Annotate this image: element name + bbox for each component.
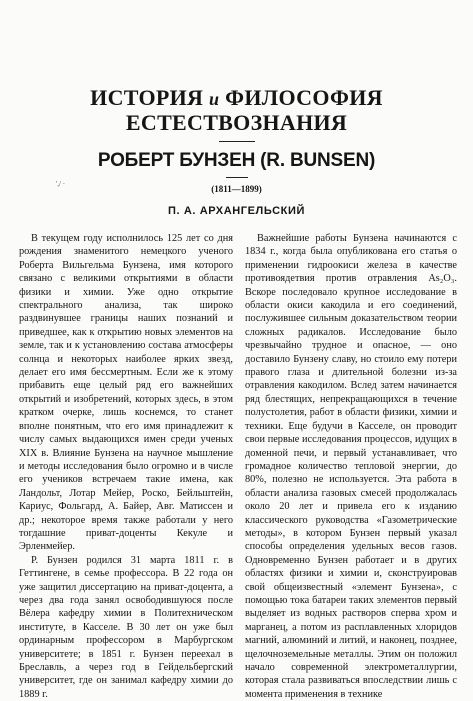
- title-divider: [226, 177, 248, 178]
- left-text-column: [19, 232, 233, 701]
- life-years: (1811—1899): [211, 184, 262, 194]
- article-title: РОБЕРТ БУНЗЕН (R. BUNSEN): [97, 150, 376, 171]
- article-author: П. А. АРХАНГЕЛЬСКИЙ: [168, 205, 305, 217]
- left-paragraph-1: В текущем году исполнилось 125 лет со дня рождения знаменитого немецкого ученого Роберта Вильгельма Бунзена, имя которого связано с великими открытиями в области физики и химии. Уже одно открытие спектрального анализа, так широко раздвинувшее границы наших познаний и приведшее, как к открытию новых элементов на земле, так и к установлению состава атмосферы солнца и некоторых наиболее ярких звезд, делает его имя бессмертным. Если же к этому прибавить еще целый ряд его важнейших открытий и изобретений, которых здесь, в этом кратком очерке, лишь коснемся, то станет вполне понятным, что его имя принадлежит к числу самых выдающихся имен среди ученых XIX в. Влияние Бунзена на научное мышление и методы исследования было огромно и в числе его учеников встречаем такие имена, как Ландольт, Лотар Мейер, Роско, Бейльштейн, Кариус, Фольгард, А. Байер, Авг. Матиссен и др.; некоторое время также работали у него тогдашние приват-доценты Кекуле и Эрленмейер.: [19, 233, 233, 553]
- right-text-column: [245, 232, 457, 701]
- left-paragraph-2: Р. Бунзен родился 31 марта 1811 г. в Геттингене, в семье профессора. В 22 года он уже защитил диссертацию на приват-доцента, а через два года занял освободившуюся после Вёлера кафедру химии в Политехническом институте, в Касселе. В 30 лет он уже был ординарным профессором в Марбургском университете; в 1851 г. Бунзен переехал в Бреславль, а через год в Гейдельбергский университет, где он занимал кафедру химии до 1889 г.: [19, 554, 233, 700]
- margin-mark: ',/ ·: [56, 180, 66, 188]
- heading-divider: [219, 141, 255, 142]
- section-heading-word-science: ЕСТЕСТВОЗНАНИЯ: [125, 110, 348, 135]
- section-heading-word-history: ИСТОРИЯ: [90, 85, 204, 110]
- section-heading-word-philosophy: ФИЛОСОФИЯ: [225, 85, 383, 110]
- section-heading: [0, 86, 473, 135]
- right-paragraph-1: Важнейшие работы Бунзена начинаются с 1834 г., когда была опубликована его статья о применении гидроокиси железа в качестве противоядетвия против отравления As₂O₃. Вскоре последовало крупное исследование в области окиси какодила и его соединений, послужившее сильным доказательством теории сложных радикалов. Исследование было чрезвычайно трудное и опасное, — оно доставило Бунзену славу, но стоило ему потери правого глаза и длительной болезни из-за отравления какодилом. Вслед затем начинается ряд блестящих, непрекращающихся в течение полустолетия, работ в области физики, химии и техники. Еще будучи в Касселе, он проводит свои первые исследования процессов, идущих в доменной печи, и первый устанавливает, что громадное количество тепловой энергии, до 80%, полезно не используется. Эта работа в области анализа газовых смесей продолжалась около 20 лет и привела его к изданию классического руководства «Газометрические методы», в котором Бунзен первый указал способы определения удельных весов газов. Одновременно Бунзен работает и в других областях физики и химии и, сконструировав свой общеизвестный «элемент Бунзена», с помощью тока батареи таких элементов первый выделяет из водных растворов сперва хром и марганец, а потом из расплавленных хлоридов магний, алюминий и литий, и наконец, позднее, щелочноземельные металлы. Этим он положил начало современной электрометаллургии, которая стала развиваться впоследствии лишь с момента применения в технике: [245, 233, 457, 700]
- section-heading-connector: и: [209, 89, 220, 109]
